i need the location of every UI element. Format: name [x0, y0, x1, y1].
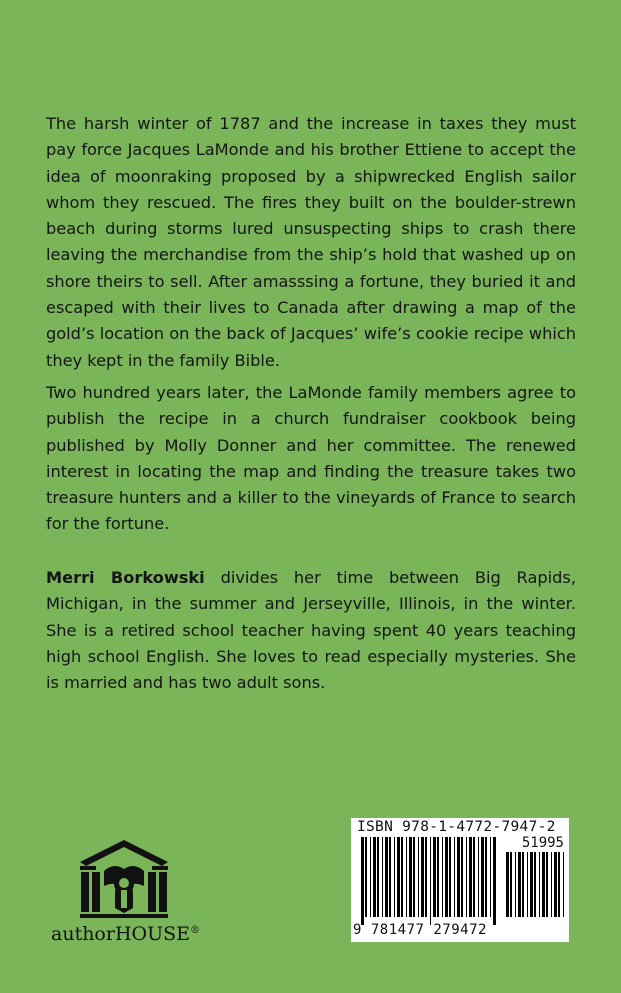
barcode-digits: 9 781477 279472	[353, 922, 487, 938]
barcode-block	[351, 818, 569, 942]
blurb-paragraph-1: The harsh winter of 1787 and the increase in taxes they must pay force Jacques LaMonde and his brother Ettiene to accept the idea of moonraking proposed by a shipwrecked English sailor whom they rescued. The fires they built on the boulder-strewn beach during storms lured unsuspecting ships to crash there leaving the merchandise from the ship’s hold that washed up on shore theirs to sell. After amasssing a fortune, they buried it and escaped with their lives to Canada after drawing a map of the gold’s location on the back of Jacques’ wife’s cookie recipe which they kept in the family Bible.	[46, 114, 576, 370]
ean-barcode	[361, 837, 497, 925]
house-book-icon	[78, 838, 170, 920]
price-addon-barcode	[506, 852, 564, 925]
isbn-label: ISBN 978-1-4772-7947-2	[357, 819, 556, 835]
author-bio	[46, 565, 576, 696]
blurb-paragraph-2: Two hundred years later, the LaMonde family members agree to publish the recipe in a church fundraiser cookbook being published by Molly Donner and her committee. The renewed interest in locating the map and finding the treasure takes two treasure hunters and a killer to the vineyards of France to search for the fortune.	[46, 383, 576, 534]
author-bio-text: divides her time between Big Rapids, Michigan, in the summer and Jerseyville, Illinois, in the winter. She is a retired school teacher having spent 40 years teaching high school English. She loves to read especially mysteries. She is married and has two adult sons.	[46, 568, 576, 693]
price-code: 51995	[521, 835, 564, 851]
publisher-logo-text: authorHOUSE®	[51, 923, 201, 945]
author-name: Merri Borkowski	[46, 568, 205, 587]
